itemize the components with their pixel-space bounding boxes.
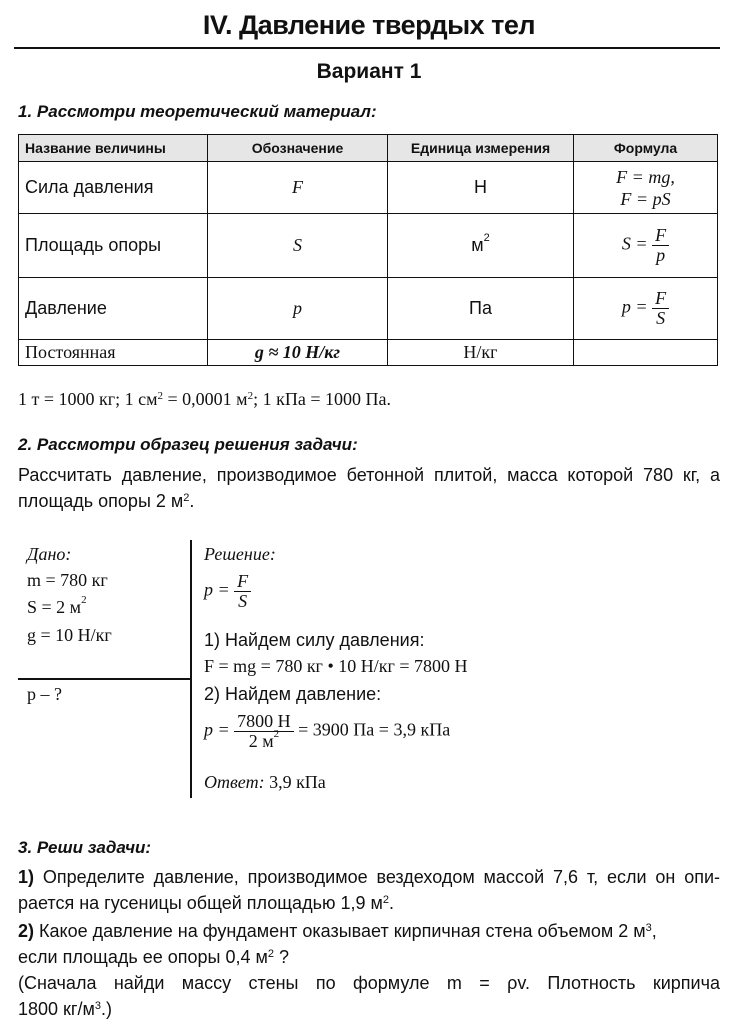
fraction-numerator: F — [652, 226, 669, 246]
formula-line: F = mg, — [616, 166, 675, 187]
quantity-unit: Н — [388, 162, 574, 214]
problem-text-line2 — [18, 488, 720, 514]
given-area — [27, 594, 87, 618]
quantity-symbol: F — [292, 177, 303, 197]
section3-heading: 3. Реши задачи: — [18, 838, 152, 857]
formula-left: p = — [621, 296, 648, 317]
exponent: 3 — [645, 922, 652, 934]
unit-exponent: 2 — [483, 232, 490, 244]
formula-left: p = — [204, 579, 230, 600]
fraction-denominator: 2 м — [248, 730, 274, 751]
exponent: 3 — [94, 1000, 101, 1012]
table-row — [19, 162, 718, 214]
punctuation: .) — [101, 999, 112, 1019]
exponent: 2 — [183, 492, 190, 504]
quantity-symbol: S — [293, 235, 302, 255]
task-text: Определите давление, производимое вездеходом массой 7,6 т, если он опи- — [34, 867, 720, 887]
punctuation: ? — [274, 947, 290, 967]
exponent: 2 — [81, 594, 87, 606]
solution-step2-calc — [204, 712, 450, 751]
quantity-unit: Н/кг — [388, 340, 574, 366]
conversion-text: = 0,0001 м — [163, 389, 248, 409]
column-header: Формула — [574, 135, 718, 162]
theory-table — [18, 134, 718, 366]
task-text: рается на гусеницы общей площадью 1,9 м — [18, 893, 383, 913]
exponent: 2 — [157, 390, 164, 402]
quantity-unit: Па — [388, 278, 574, 340]
formula-left: S = — [621, 233, 648, 254]
column-header: Обозначение — [208, 135, 388, 162]
column-header: Единица измерения — [388, 135, 574, 162]
exponent: 2 — [273, 727, 280, 740]
table-row — [19, 278, 718, 340]
solution-step2: 2) Найдем давление: — [204, 684, 382, 704]
given-label: Дано: — [27, 544, 72, 564]
given-mass: m = 780 кг — [27, 570, 108, 590]
quantity-unit: м — [471, 235, 484, 255]
given-g: g = 10 Н/кг — [27, 625, 112, 645]
exponent: 2 — [382, 894, 389, 906]
task-text: если площадь ее опоры 0,4 м — [18, 947, 268, 967]
quantity-name: Сила давления — [19, 162, 208, 214]
punctuation: . — [189, 491, 195, 511]
quantity-name: Постоянная — [19, 340, 208, 366]
quantity-name: Давление — [19, 278, 208, 340]
fraction-denominator: S — [238, 590, 248, 611]
section1-heading: 1. Рассмотри теоретический материал: — [18, 102, 377, 121]
solution-divider — [190, 540, 192, 798]
given-area-value: S = 2 м — [27, 597, 82, 617]
chapter-title: IV. Давление твердых тел — [202, 10, 536, 40]
formula-line: F = pS — [620, 188, 671, 209]
exponent: 2 — [267, 948, 274, 960]
unit-conversions — [18, 386, 720, 412]
fraction-denominator: S — [656, 308, 666, 328]
section2-heading: 2. Рассмотри образец решения задачи: — [18, 435, 358, 454]
quantity-formula — [574, 340, 718, 366]
table-row — [19, 214, 718, 278]
task1-line1 — [18, 864, 720, 890]
quantity-symbol: g ≈ 10 Н/кг — [254, 342, 341, 362]
column-header: Название величины — [19, 135, 208, 162]
conversion-text: ; 1 кПа = 1000 Па. — [253, 389, 391, 409]
task-number: 1) — [18, 867, 35, 887]
punctuation: , — [651, 921, 657, 941]
conversion-text: 1 т = 1000 кг; 1 см — [18, 389, 158, 409]
task2-line1 — [18, 918, 720, 944]
fraction-numerator: F — [652, 289, 669, 309]
solution-step1: 1) Найдем силу давления: — [204, 630, 425, 650]
hint-line1: (Сначала найди массу стены по формуле m = ρv. Плотность кирпича — [18, 973, 720, 993]
formula-left: p = — [204, 719, 230, 740]
answer-value: 3,9 кПа — [264, 772, 326, 792]
solution-label: Решение: — [204, 544, 276, 564]
exponent: 2 — [247, 390, 254, 402]
hint-line2 — [18, 996, 720, 1022]
punctuation: . — [388, 893, 394, 913]
fraction-numerator: F — [234, 572, 251, 592]
task1-line2 — [18, 890, 720, 916]
problem-text: Рассчитать давление, производимое бетонной плитой, масса которой 780 кг, а — [18, 465, 720, 485]
task-text: Какое давление на фундамент оказывает кирпичная стена объемом 2 м — [34, 921, 646, 941]
quantity-name: Площадь опоры — [19, 214, 208, 278]
fraction-numerator: 7800 Н — [234, 712, 294, 732]
task-number: 2) — [18, 921, 35, 941]
find-unknown: p – ? — [27, 684, 62, 704]
title-divider — [14, 47, 720, 49]
variant-title: Вариант 1 — [316, 60, 422, 83]
result-text: = 3900 Па = 3,9 кПа — [293, 719, 451, 740]
problem-text: площадь опоры 2 м — [18, 491, 184, 511]
task2-line2 — [18, 944, 720, 970]
solution-formula — [204, 572, 251, 611]
given-divider — [18, 678, 190, 680]
fraction-denominator: p — [656, 245, 666, 265]
table-header-row — [19, 135, 718, 162]
formula-fraction — [652, 289, 669, 328]
solution-step1-calc: F = mg = 780 кг • 10 Н/кг = 7800 Н — [204, 656, 468, 676]
formula-fraction — [652, 226, 669, 265]
hint-text: 1800 кг/м — [18, 999, 95, 1019]
solution-answer — [204, 772, 326, 793]
quantity-symbol: p — [293, 298, 302, 318]
answer-label: Ответ: — [204, 772, 265, 792]
table-row — [19, 340, 718, 366]
